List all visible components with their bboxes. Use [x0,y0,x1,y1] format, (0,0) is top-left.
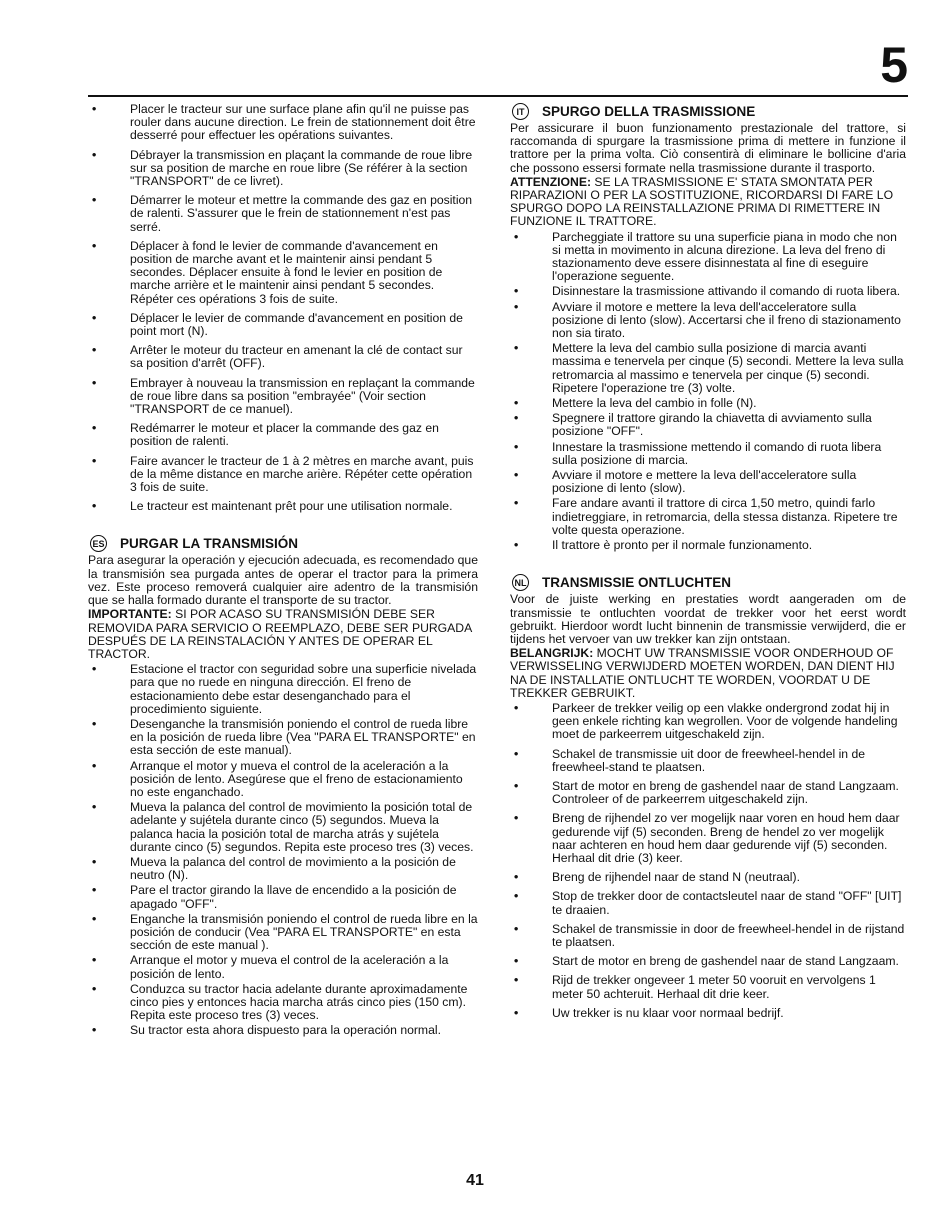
es-warning-text: SI POR ACASO SU TRANSMISIÓN DEBE SER REMOVIDA PARA SERVICIO O REEMPLAZO, DEBE SER PURGADA DESPUÉS DE LA REINSTALACIÓN Y ANTES DE OPERAR EL TRACTOR. [88,607,472,661]
nl-step: • Uw trekker is nu klaar voor normaal bedrijf. [514,1005,784,1020]
nl-step: • Parkeer de trekker veilig op een vlakke ondergrond zodat hij in geen enkele richting kan wegrollen. Voor de volgende handeling moet de parkeerrem uitgeschakeld zijn. [514,700,898,742]
nl-step: • Stop de trekker door de contactsleutel naar de stand "OFF" [UIT] te draaien. [514,889,902,917]
dutch-language-icon: NL [512,574,529,591]
es-step: • Pare el tractor girando la llave de encendido a la posición de apagado "OFF". [92,883,457,911]
nl-step-list [510,702,906,1020]
italian-language-icon: IT [512,103,529,120]
header-rule [88,95,908,97]
nl-warning [510,647,906,700]
fr-step: • Déplacer à fond le levier de commande d'avancement en position de marche avant et le maintenir ainsi pendant 5 secondes. Déplacer ensuite à fond le levier en position de marche arrière et le maintenir ainsi pendant 5 secondes. Répéter ces opérations 3 fois de suite. [92,238,443,306]
right-column [510,103,906,1026]
it-step: • Spegnere il trattore girando la chiavetta di avviamento sulla posizione "OFF". [514,411,872,439]
nl-step: • Schakel de transmissie uit door de freewheel-hendel in de freewheel-stand te plaatsen. [514,746,865,774]
es-step-list [88,663,478,1037]
es-step: • Enganche la transmisión poniendo el control de rueda libre en la posición de conducir (Vea "PARA EL TRANSPORTE" en esta sección de este manual ). [92,911,478,953]
fr-step: • Débrayer la transmission en plaçant la commande de roue libre sur sa position de marche en roue libre (Se référer à la section "TRANSPORT" de ce livret). [92,147,473,189]
nl-section-title: TRANSMISSIE ONTLUCHTEN [542,574,731,590]
fr-step: • Le tracteur est maintenant prêt pour une utilisation normale. [92,499,453,514]
it-warning-text: SE LA TRASMISSIONE E' STATA SMONTATA PER RIPARAZIONI O PER LA SOSTITUZIONE, RICORDARSI DI FARE LO SPURGO DOPO LA REINSTALLAZIONE PRIMA DI RIMETTERE IN FUNZIONE IL TRATTORE. [510,174,894,229]
es-intro: Para asegurar la operación y ejecución adecuada, es recomendado que la transmisión sea purgada antes de operar el tractor para la primera vez. Este proceso removerá cualquier aire adentro de la transmisión que se halla formado durante el transporte de su tractor. [88,553,478,608]
es-step: • Estacione el tractor con seguridad sobre una superficie nivelada para que no ruede en ninguna dirección. El freno de estacionamiento debe estar desenganchado para el procedimiento siguiente. [92,662,477,716]
it-warning [510,176,906,229]
fr-step: • Embrayer à nouveau la transmission en replaçant la commande de roue libre dans sa position "embrayée" (Voir section "TRANSPORT de ce manuel). [92,375,475,417]
nl-step: • Breng de rijhendel zo ver mogelijk naar voren en houd hem daar gedurende vijf (5) seconden. Breng de hendel zo ver mogelijk naar achteren en houd hem daar gedurende vijf (5) seconden. Herhaal dit drie (3) keer. [514,811,900,865]
it-step: • Mettere la leva del cambio sulla posizione di marcia avanti massima e tenervela per cinque (5) secondi. Mettere la leva sulla retromarcia al massimo e tenervela per cinque (5) secondi. Ripetere l'operazione tre (3) volte. [514,341,904,395]
left-column [88,103,478,1040]
nl-step: • Start de motor en breng de gashendel naar de stand Langzaam. Controleer of de parkeerrem uitgeschakeld zijn. [514,778,899,807]
nl-section-heading [510,574,906,591]
it-step-list [510,231,906,553]
es-section [88,535,478,1037]
es-warning [88,608,478,661]
es-step: • Arranque el motor y mueva el control de la aceleración a la posición de lento. [92,953,449,981]
nl-intro: Voor de juiste werking en prestaties wordt aangeraden om de transmissie te ontluchten voordat de trekker voor het eerst wordt gebruikt. Hierdoor wordt lucht binnenin de transmissie verwijderd, die er tijdens het vervoer van uw trekker kan zijn ontstaan. [510,592,906,646]
es-step: • Arranque el motor y mueva el control de la aceleración a la posición de lento. Asegúrese que el freno de estacionamiento no este enganchado. [92,758,463,799]
nl-step: • Rijd de trekker ongeveer 1 meter 50 vooruit en vervolgens 1 meter 50 achteruit. Herhaal dit drie keer. [514,973,876,1001]
it-step: • Avviare il motore e mettere la leva dell'acceleratore sulla posizione di lento (slow). [514,468,857,496]
es-step: • Desenganche la transmisión poniendo el control de rueda libre en la posición de rueda libre (Vea "PARA EL TRANSPORTE" en esta sección de este manual). [92,716,476,758]
fr-step-list [88,103,478,513]
nl-section [510,574,906,1020]
es-step: • Su tractor esta ahora dispuesto para la operación normal. [92,1023,441,1038]
es-step: • Mueva la palanca del control de movimiento la posición total de adelante y sujétela durante cinco (5) segundos. Mueva la palanca hacia la posición total de marcha atrás y sujétela durante cinco (5) segundos. Repita este proceso tres (3) veces. [92,800,474,854]
nl-step: • Breng de rijhendel naar de stand N (neutraal). [514,870,800,885]
it-step: • Il trattore è pronto per il normale funzionamento. [514,538,813,553]
it-step: • Avviare il motore e mettere la leva dell'acceleratore sulla posizione di lento (slow). Accertarsi che il freno di stazionamento non sia tirato. [514,299,901,341]
chapter-number: 5 [880,37,908,93]
it-section [510,103,906,552]
it-intro: Per assicurare il buon funzionamento prestazionale del trattore, si raccomanda di spurgare la trasmissione prima di mettere in funzione il trattore per la prima volta. Ciò consentirà di eliminare le bollicine d'aria che possono essersi formate nella trasmissione durante il trasporto. [510,121,906,175]
fr-step: • Placer le tracteur sur une surface plane afin qu'il ne puisse pas rouler dans aucune direction. Le frein de stationnement doit être desserré pour effectuer les opérations suivantes. [92,102,476,143]
fr-step: • Redémarrer le moteur et placer la commande des gaz en position de ralenti. [92,421,439,449]
it-step: • Disinnestare la trasmissione attivando il comando di ruota libera. [514,284,901,299]
it-step: • Parcheggiate il trattore su una superficie piana in modo che non si metta in movimento in alcuna direzione. La leva del freno di stazionamento deve essere disinnestata al fine di eseguire l'operazione seguente. [514,229,897,284]
nl-step: • Schakel de transmissie in door de freewheel-hendel in de rijstand te plaatsen. [514,921,905,949]
spanish-language-icon: ES [90,535,107,552]
fr-step: • Arrêter le moteur du tracteur en amenant la clé de contact sur sa position d'arrêt (OFF). [92,343,463,371]
es-section-heading [88,535,478,552]
it-step: • Innestare la trasmissione mettendo il comando di ruota libera sulla posizione di marcia. [514,439,882,467]
es-warning-label: IMPORTANTE: [88,607,172,622]
fr-step: • Démarrer le moteur et mettre la commande des gaz en position de ralenti. S'assurer que le frein de stationnement n'est pas serré. [92,193,473,234]
es-step: • Mueva la palanca del control de movimiento a la posición de neutro (N). [92,854,456,883]
page-number: 41 [466,1172,484,1189]
fr-step: • Faire avancer le tracteur de 1 à 2 mètres en marche avant, puis de la même distance en marche arière. Répéter cette opération 3 fois de suite. [92,453,474,495]
it-section-heading [510,103,906,120]
it-step: • Fare andare avanti il trattore di circa 1,50 metro, quindi farlo indietreggiare, in retromarcia, della stessa distanza. Ripetere tre volte questa operazione. [514,496,898,537]
it-section-title: SPURGO DELLA TRASMISSIONE [542,103,756,119]
nl-warning-text: MOCHT UW TRANSMISSIE VOOR ONDERHOUD OF VERWISSELING VERWIJDERD MOETEN WORDEN, DAN DIENT HIJ NA DE INSTALLATIE ONTLUCHT TE WORDEN, VOORDAT U DE TREKKER GEBRUIKT. [510,646,895,700]
it-warning-label: ATTENZIONE: [510,174,592,189]
es-step: • Conduzca su tractor hacia adelante durante aproximadamente cinco pies y entonces hacia marcha atrás cinco pies (150 cm). Repita este proceso tres (3) veces. [92,981,468,1023]
nl-step: • Start de motor en breng de gashendel naar de stand Langzaam. [514,954,899,969]
it-step: • Mettere la leva del cambio in folle (N). [514,396,757,411]
es-section-title: PURGAR LA TRANSMISIÓN [120,535,298,551]
fr-step: • Déplacer le levier de commande d'avancement en position de point mort (N). [92,310,463,339]
nl-warning-label: BELANGRIJK: [510,646,594,661]
